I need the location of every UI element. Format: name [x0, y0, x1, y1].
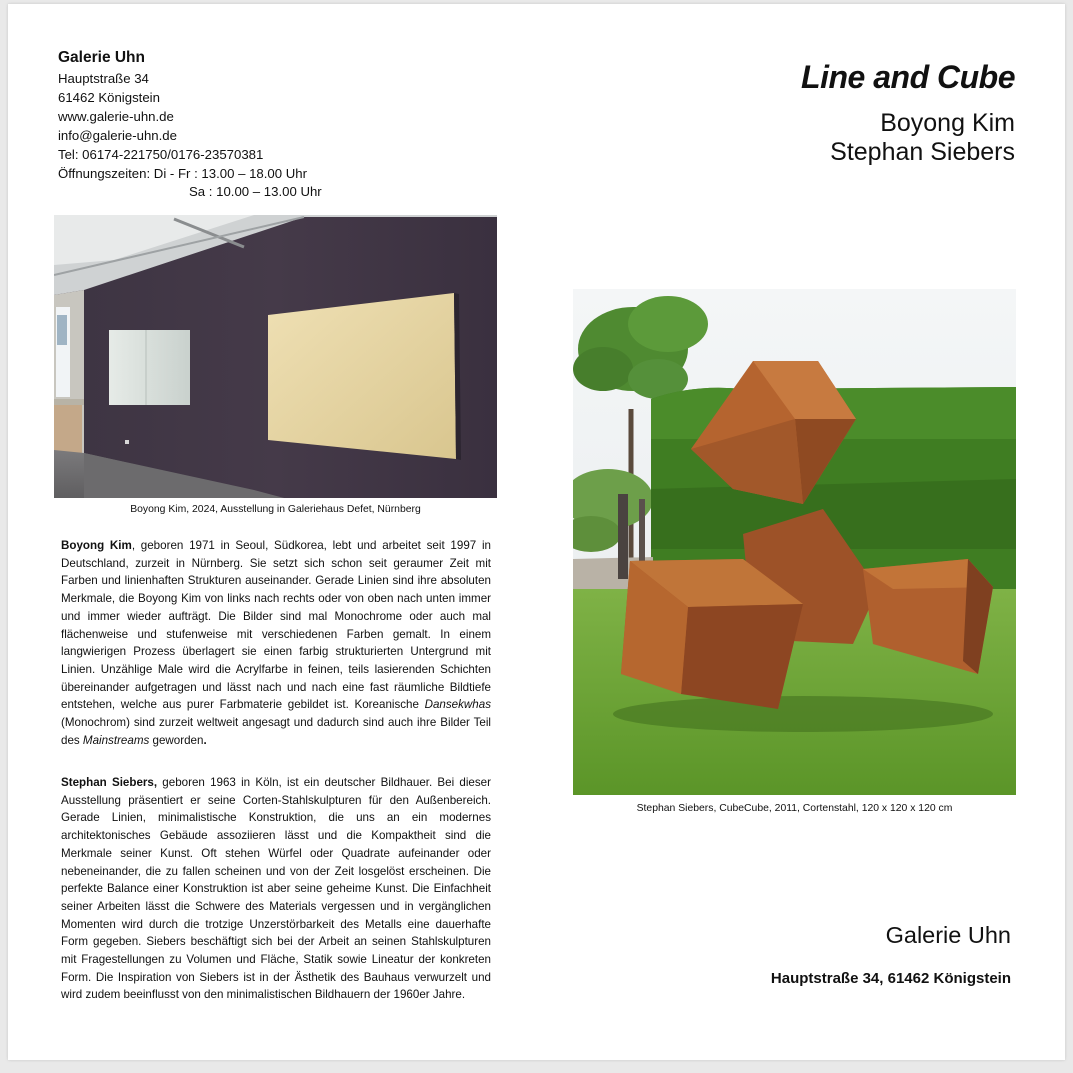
exhibition-header [801, 58, 1015, 167]
gallery-email: info@galerie-uhn.de [58, 127, 177, 143]
gallery-contact-block [58, 48, 322, 202]
bio-italic-dansekwhas: Dansekwhas [424, 698, 491, 712]
artist-name-siebers: Stephan Siebers [830, 138, 1015, 166]
photo-caption-kim: Boyong Kim, 2024, Ausstellung in Galeriehaus Defet, Nürnberg [130, 504, 421, 515]
flyer-page [8, 4, 1065, 1060]
biography-siebers [61, 774, 491, 1004]
gallery-street: Hauptstraße 34 [58, 71, 149, 86]
gallery-interior-photo [54, 215, 497, 498]
exhibition-title: Line and Cube [801, 59, 1015, 95]
gallery-website: www.galerie-uhn.de [58, 108, 174, 124]
gallery-name: Galerie Uhn [58, 49, 145, 66]
biography-kim [61, 537, 491, 749]
bio-name-siebers: Stephan Siebers, [61, 776, 158, 789]
footer-gallery-name: Galerie Uhn [885, 922, 1011, 948]
artist-name-kim: Boyong Kim [880, 109, 1015, 137]
gallery-city: 61462 Königstein [58, 89, 160, 105]
footer-address: Hauptstraße 34, 61462 Königstein [770, 970, 1011, 987]
opening-hours-weekday: Öffnungszeiten: Di - Fr : 13.00 – 18.00 Uhr [58, 165, 307, 181]
bio-text-kim-3: geworden [149, 733, 204, 747]
bio-italic-mainstreams: Mainstreams [82, 733, 150, 747]
opening-hours-saturday: Sa : 10.00 – 13.00 Uhr [189, 184, 322, 200]
bio-text-kim-1: , geboren 1971 in Seoul, Südkorea, lebt und arbeitet seit 1997 in Deutschland, zurzeit in Nürnberg. Sie setzt sich schon seit geraumer Zeit mit Farben und linienhaften Strukturen auseinander. Gerade Linien sind ihre absoluten Merkmale, die Boyong Kim von links nach rechts oder von oben nach unten immer und immer wieder aufträgt. Die Bilder sind mal Monochrome oder auch mal flächenweise und stufenweise mit verschiedenen Farben gemalt. In einem langwierigen Prozess überlagert sie einen farbig strukturierten Untergrund mit Linien. Unzählige Male wird die Acrylfarbe in feinen, teils lasierenden Schichten übereinander aufgetragen und lässt nach und nach eine fast räumliche Bildtiefe entstehen, welche aus purer Farbmaterie gebildet ist. Koreanische [61, 539, 491, 712]
gallery-phone: Tel: 06174-221750/0176-23570381 [58, 146, 264, 162]
sculpture-photo [573, 289, 1016, 795]
photo-caption-siebers: Stephan Siebers, CubeCube, 2011, Cortenstahl, 120 x 120 x 120 cm [636, 803, 953, 814]
bio-text-siebers: geboren 1963 in Köln, ist ein deutscher Bildhauer. Bei dieser Ausstellung präsentiert er seine Corten-Stahlskulpturen für den Außenbereich. Gerade Linien, minimalistische Konstruktion, die uns an ein modernes architektonisches Gebäude assoziieren lässt und die Kompaktheit sind die Merkmale seiner Kunst. Oft stehen Würfel oder Quadrate aufeinander oder nebeneinander, die zu fallen scheinen und von der Zeit losgelöst erscheinen. Die perfekte Balance einer Konstruktion ist aber seine geheime Kunst. Die Einfachheit seiner Arbeiten lässt die Schwere des Materials vergessen und in vergänglichen Momenten wird durch die trotzige Unzerstörbarkeit des Metalls eine dauerhafte Form gegeben. Siebers beschäftigt sich bei der Arbeit an seinen Stahlskulpturen mit Fragestellungen zu Volumen und Fläche, Statik sowie Lineatur der konkreten Form. Die Inspiration von Siebers ist in der Ästhetik des Bauhaus verwurzelt und wird zudem beeinflusst von den minimalistischen Bildhauern der 1960er Jahre. [61, 776, 491, 1002]
bio-text-kim-end: . [203, 733, 207, 747]
bio-text-kim-2: (Monochrom) sind zurzeit weltweit angesagt und dadurch sind auch ihre Bilder Teil des [61, 716, 491, 747]
bio-name-kim: Boyong Kim [61, 539, 132, 552]
